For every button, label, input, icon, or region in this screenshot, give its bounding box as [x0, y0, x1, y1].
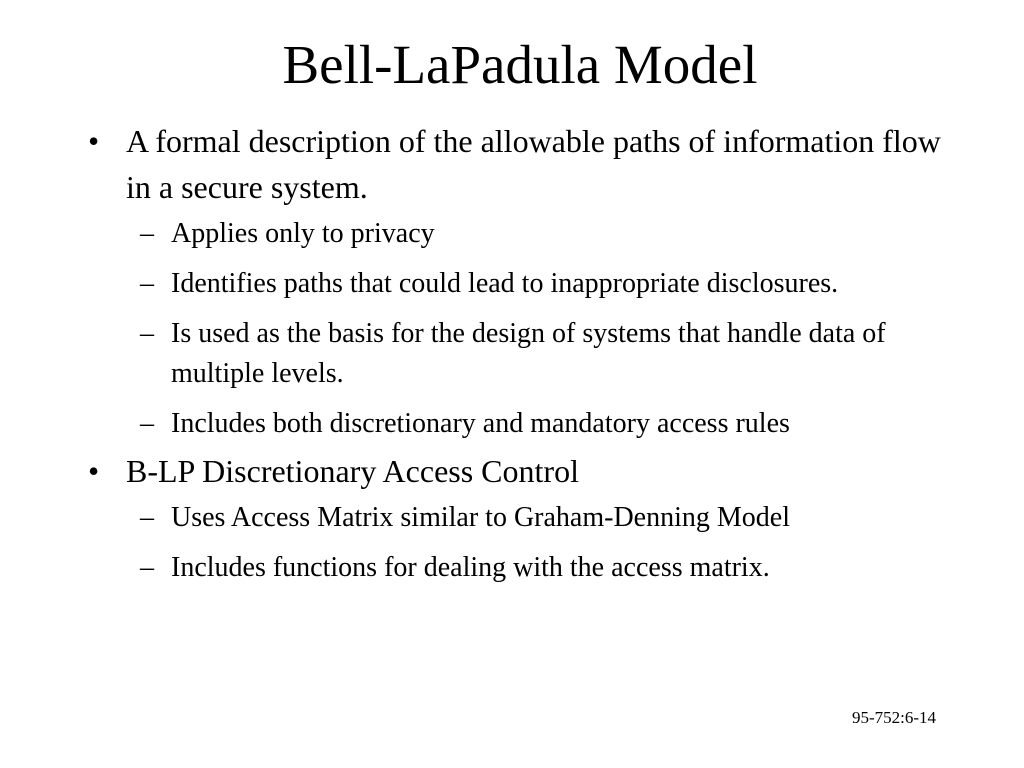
bullet-icon: •	[88, 123, 100, 159]
sub-item	[126, 264, 968, 304]
sub-list	[126, 498, 968, 588]
sub-item	[126, 498, 968, 538]
sub-item-text: Uses Access Matrix similar to Graham-Denning Model	[171, 502, 790, 533]
bullet-text: A formal description of the allowable paths of information flow in a secure system.	[126, 123, 941, 205]
sub-item-text: Is used as the basis for the design of systems that handle data of multiple levels.	[171, 318, 886, 389]
slide-number: 95-752:6-14	[851, 708, 936, 727]
sub-item	[126, 214, 968, 254]
dash-icon: –	[140, 502, 154, 533]
bullet-item	[88, 448, 968, 588]
slide-title: Bell-LaPadula Model	[282, 34, 758, 95]
dash-icon: –	[140, 408, 154, 439]
dash-icon: –	[140, 318, 154, 349]
sub-list	[126, 214, 968, 444]
sub-item-text: Applies only to privacy	[171, 218, 435, 249]
dash-icon: –	[140, 218, 154, 249]
slide-body	[88, 118, 968, 592]
sub-item	[126, 404, 968, 444]
bullet-icon: •	[88, 453, 100, 489]
dash-icon: –	[140, 268, 154, 299]
bullet-item	[88, 118, 968, 444]
dash-icon: –	[140, 552, 154, 583]
bullet-text: B-LP Discretionary Access Control	[126, 453, 579, 489]
sub-item-text: Includes both discretionary and mandatory access rules	[171, 408, 790, 439]
sub-item-text: Identifies paths that could lead to inappropriate disclosures.	[171, 268, 839, 299]
sub-item-text: Includes functions for dealing with the access matrix.	[171, 552, 770, 583]
sub-item	[126, 314, 968, 394]
sub-item	[126, 548, 968, 588]
